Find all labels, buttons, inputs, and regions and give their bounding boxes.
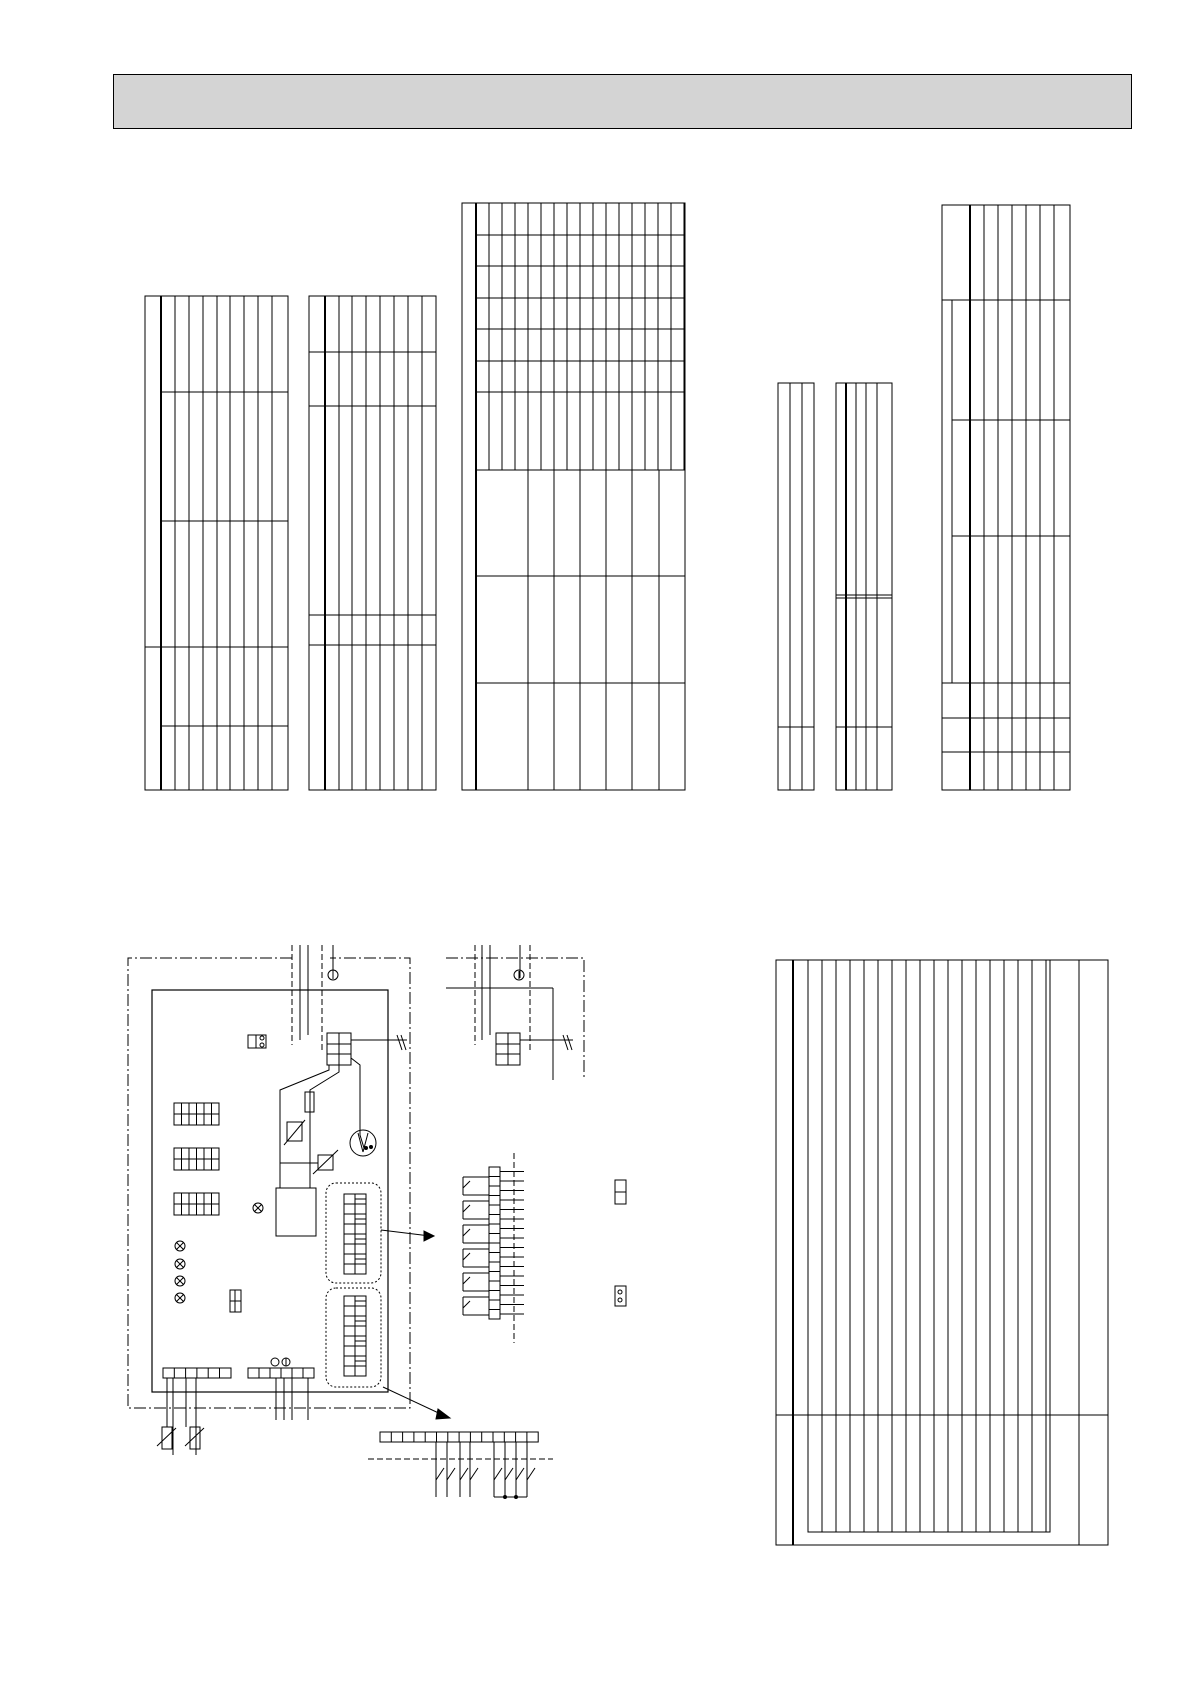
lamp-icon [175,1241,185,1251]
switch-icon [463,1201,489,1219]
motor-icon [350,1130,376,1156]
earth-icon [328,970,338,980]
lamp-icon [253,1203,263,1213]
spec-table-d [778,383,814,790]
switch-icon [463,1177,489,1195]
switch-icon [463,1225,489,1243]
thermistor-icon [157,1378,176,1455]
earth-icon [393,1035,407,1050]
wiring-diagram [128,945,626,1499]
dip-switch-3 [174,1193,219,1215]
spec-table-b [309,296,436,790]
connector-icon [248,1035,266,1048]
dip-switch-2 [174,1148,219,1170]
spec-table-a [145,296,288,790]
thermistor-icon [185,1378,204,1455]
switch-icon [463,1297,489,1315]
switch-icon [463,1249,489,1267]
varistor-icon [284,1120,305,1145]
spec-table-f [942,205,1070,790]
varistor-icon [313,1150,338,1174]
transformer-icon [276,1188,316,1236]
lamp-icon [175,1293,185,1303]
earth-icon [559,1035,573,1050]
lamp-icon [175,1276,185,1286]
lamp-icon [175,1259,185,1269]
spec-table-c [462,203,685,790]
switch-icon [463,1273,489,1291]
dip-switch-1 [174,1103,219,1125]
spec-table-e [836,383,892,790]
earth-icon [514,970,524,980]
spec-table-g [776,960,1108,1545]
